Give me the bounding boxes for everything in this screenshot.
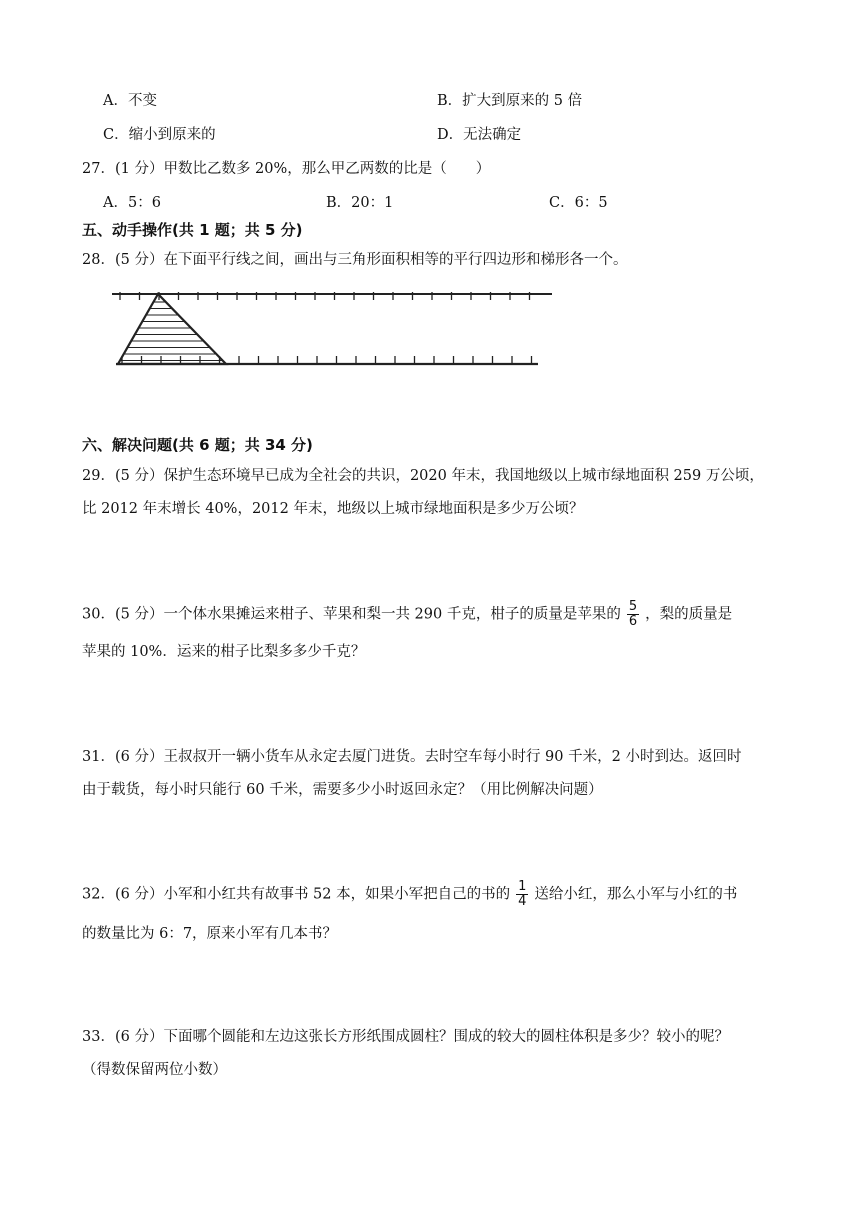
q32-line-1-start: 32．(6 分）小军和小红共有故事书 52 本，如果小军把自己的书的	[82, 886, 511, 903]
q31-line-2: 由于载货，每小时只能行 60 千米，需要多少小时返回永定？（用比例解决问题）	[82, 782, 603, 798]
q26-option-a: A．不变	[103, 93, 157, 109]
q32-line-1-end: 送给小红，那么小军与小红的书	[534, 886, 738, 903]
q33-line-2: （得数保留两位小数）	[82, 1062, 227, 1078]
q30-line-2: 苹果的 10%．运来的柑子比梨多多少千克？	[82, 644, 366, 660]
fraction-one-quarter: $\frac{1}{4}$	[518, 879, 527, 909]
q27-text: 27．(1 分）甲数比乙数多 20%，那么甲乙两数的比是（ ）	[82, 161, 491, 177]
q33-line-1: 33．(6 分）下面哪个圆能和左边这张长方形纸围成圆柱？围成的较大的圆柱体积是多少？较小的呢？	[82, 1029, 729, 1045]
q29-line-1: 29．(5 分）保护生态环境早已成为全社会的共识，2020 年末，我国地级以上城市绿地面积 259 万公顷，	[82, 468, 764, 484]
q27-option-b: B．20：1	[326, 195, 394, 211]
section-6-title: 六、解决问题(共 6 题；共 34 分)	[82, 436, 313, 454]
q26-option-d: D．无法确定	[437, 127, 522, 143]
q28-text: 28．(5 分）在下面平行线之间，画出与三角形面积相等的平行四边形和梯形各一个。	[82, 252, 628, 268]
q31-line-1: 31．(6 分）王叔叔开一辆小货车从永定去厦门进货。去时空车每小时行 90 千米，2 小时到达。返回时	[82, 749, 742, 765]
section-5-title: 五、动手操作(共 1 题；共 5 分)	[82, 221, 303, 239]
q30-line-1-start: 30．(5 分）一个体水果摊运来柑子、苹果和梨一共 290 千克，柑子的质量是苹果的	[82, 606, 621, 623]
q30-line-1-end: ，梨的质量是	[645, 606, 733, 623]
triangle-shape	[118, 294, 226, 364]
fraction-five-sixths: $\frac{5}{6}$	[628, 599, 638, 629]
q27-option-c: C．6：5	[549, 195, 608, 211]
parallel-lines-figure	[108, 286, 556, 372]
q26-option-b: B．扩大到原来的 5 倍	[437, 93, 583, 109]
q32-line-2: 的数量比为 6：7，原来小军有几本书？	[82, 926, 338, 942]
q29-line-2: 比 2012 年末增长 40%，2012 年末，地级以上城市绿地面积是多少万公顷？	[82, 501, 584, 517]
q32-line-1	[82, 880, 737, 909]
q26-option-c: C．缩小到原来的	[103, 127, 216, 143]
q27-option-a: A．5：6	[103, 195, 161, 211]
q30-line-1	[82, 600, 732, 629]
